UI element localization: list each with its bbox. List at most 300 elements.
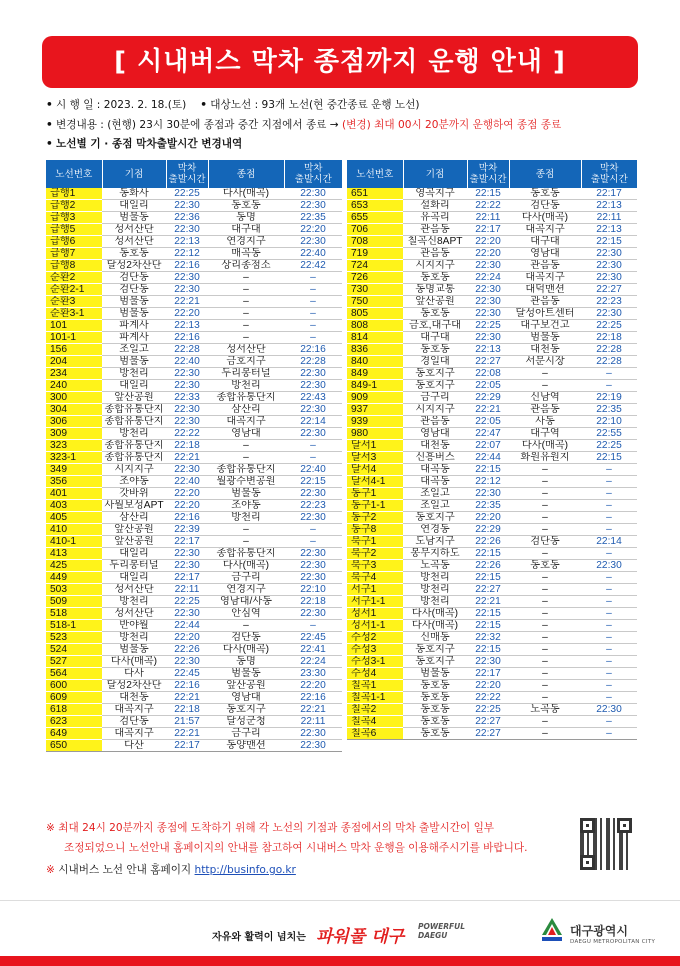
origin-last-time: 22:12 [467,476,509,488]
table-row [347,224,637,236]
table-row [347,344,637,356]
terminus-last-time: 22:25 [581,320,637,332]
route-number: 425 [46,560,102,572]
terminus: 화원유원지 [509,452,581,464]
origin-last-time: 22:12 [166,248,208,260]
route-number: 309 [46,428,102,440]
terminus-last-time: – [284,620,342,632]
bullet: • [46,99,53,111]
origin: 삼산리 [102,512,166,524]
terminus: – [509,680,581,692]
origin: 시지지구 [102,464,166,476]
brand-en-line-2: DAEGU [418,931,448,940]
table-row [347,440,637,452]
route-number: 808 [347,320,403,332]
table-row [46,320,342,332]
terminus: 종합유통단지 [208,548,284,560]
col-origin: 기점 [102,160,166,188]
route-number: 칠곡2 [347,704,403,716]
origin-last-time: 22:20 [166,500,208,512]
origin: 동호지구 [403,644,467,656]
origin: 파계사 [102,320,166,332]
col-origin-last-time: 막차 출발시간 [467,160,509,188]
route-number: 칠곡1 [347,680,403,692]
terminus-last-time: – [581,644,637,656]
origin: 설화리 [403,200,467,212]
terminus-last-time: 22:13 [581,224,637,236]
origin-last-time: 22:26 [467,536,509,548]
origin: 성서산단 [102,236,166,248]
terminus: 삼산리 [208,404,284,416]
qr-code-icon[interactable] [580,818,632,870]
origin: 봉무지하도 [403,548,467,560]
terminus: 다사(매곡) [509,212,581,224]
change-new: (변경) 최대 00시 20분까지 운행하여 종점 종료 [342,119,562,131]
table-row [347,428,637,440]
origin: 대곡동 [403,464,467,476]
terminus-last-time: 22:30 [284,404,342,416]
route-number: 600 [46,680,102,692]
terminus: 관음동 [509,260,581,272]
table-row [46,548,342,560]
origin-last-time: 22:17 [467,668,509,680]
table-row [347,512,637,524]
brand-logo: 파워풀 대구 [316,927,405,947]
terminus: 달성아트센터 [509,308,581,320]
terminus-last-time: 22:17 [581,188,637,200]
terminus: – [208,272,284,284]
terminus-last-time: 22:27 [581,284,637,296]
origin: 동호동 [403,344,467,356]
origin-last-time: 22:44 [467,452,509,464]
route-number: 623 [46,716,102,728]
origin: 관음동 [403,416,467,428]
origin-last-time: 22:26 [467,560,509,572]
route-number: 달서4-1 [347,476,403,488]
terminus: – [208,296,284,308]
table-row [46,488,342,500]
table-row [347,728,637,740]
route-number: 518 [46,608,102,620]
terminus-last-time: – [581,680,637,692]
terminus: 동명 [208,212,284,224]
origin-last-time: 22:35 [467,500,509,512]
bullet: • [200,99,208,111]
terminus-last-time: – [581,368,637,380]
slogan: 자유와 활력이 넘치는 [212,932,306,943]
terminus-last-time: – [581,464,637,476]
info-line-date [46,98,420,112]
terminus-last-time: 22:35 [284,212,342,224]
terminus: – [509,368,581,380]
terminus-last-time: – [284,284,342,296]
table-row [46,368,342,380]
origin: 신매동 [403,632,467,644]
route-number: 성서1-1 [347,620,403,632]
terminus-last-time: 22:20 [284,224,342,236]
terminus: 범물동 [208,668,284,680]
table-row [46,332,342,344]
route-number: 칠곡1-1 [347,692,403,704]
origin-last-time: 22:13 [166,236,208,248]
terminus: 매곡동 [208,248,284,260]
terminus: – [509,656,581,668]
origin: 대천동 [403,440,467,452]
terminus: – [509,584,581,596]
terminus: 다사(매곡) [208,560,284,572]
origin: 조일고 [403,500,467,512]
terminus-last-time: – [581,620,637,632]
terminus-last-time: 22:10 [284,584,342,596]
terminus: 다사(매곡) [208,644,284,656]
table-row [347,236,637,248]
brand-en-line-1: POWERFUL [418,922,466,931]
origin-last-time: 22:15 [467,644,509,656]
origin: 방천리 [102,596,166,608]
origin-last-time: 22:30 [166,656,208,668]
table-row [347,500,637,512]
table-row [347,488,637,500]
terminus-last-time: 22:19 [581,392,637,404]
origin-last-time: 22:20 [467,512,509,524]
route-number: 724 [347,260,403,272]
col-terminus: 종점 [208,160,284,188]
terminus-last-time: 22:28 [581,344,637,356]
homepage-link[interactable]: http://businfo.go.kr [194,864,296,876]
route-number: 급행6 [46,236,102,248]
terminus: – [509,380,581,392]
col-route: 노선번호 [347,160,403,188]
table-row [46,704,342,716]
origin: 성서산단 [102,608,166,620]
table-row [347,404,637,416]
origin: 앞산공원 [403,296,467,308]
origin: 파계사 [102,332,166,344]
origin: 방천리 [102,368,166,380]
origin-last-time: 22:30 [166,416,208,428]
route-number: 937 [347,404,403,416]
table-row [347,632,637,644]
origin: 대곡지구 [102,704,166,716]
table-row [46,692,342,704]
terminus-last-time: 22:30 [284,560,342,572]
terminus: – [509,632,581,644]
table-row [347,188,637,200]
origin: 동호동 [403,728,467,740]
terminus: – [208,308,284,320]
notice-1-line-1: 최대 24시 20분까지 종점에 도착하기 위해 각 노선의 기점과 종점에서의 막차 출발시간이 일부 [58,822,495,834]
terminus-last-time: 22:18 [284,596,342,608]
homepage-label: 시내버스 노선 안내 홈페이지 [58,864,192,876]
origin: 관음동 [403,224,467,236]
origin-last-time: 22:30 [166,548,208,560]
origin-last-time: 22:30 [166,560,208,572]
table-row [46,404,342,416]
origin: 조일고 [102,344,166,356]
route-number: 730 [347,284,403,296]
origin: 동호동 [403,704,467,716]
terminus-last-time: 22:11 [284,716,342,728]
terminus-last-time: – [581,572,637,584]
terminus-last-time: 22:15 [581,236,637,248]
notice-1 [46,820,494,836]
terminus: 대곡지구 [509,272,581,284]
origin: 검단동 [102,716,166,728]
table-row [46,248,342,260]
route-number: 북구1 [347,536,403,548]
terminus-last-time: 22:42 [284,260,342,272]
table-row [46,560,342,572]
terminus: 방천리 [208,512,284,524]
terminus: 영남대 [509,248,581,260]
origin: 동호동 [403,716,467,728]
origin-last-time: 22:25 [467,320,509,332]
table-row [46,536,342,548]
terminus: 금호지구 [208,356,284,368]
origin-last-time: 22:17 [166,572,208,584]
origin: 앞산공원 [102,524,166,536]
terminus-last-time: 22:21 [284,704,342,716]
origin-last-time: 22:16 [166,680,208,692]
table-row [46,740,342,752]
col-origin: 기점 [403,160,467,188]
origin-last-time: 22:11 [166,584,208,596]
origin: 동호동 [403,692,467,704]
origin: 검단동 [102,272,166,284]
route-number: 814 [347,332,403,344]
table-row [347,308,637,320]
terminus-last-time: 22:30 [284,608,342,620]
origin-last-time: 22:40 [166,476,208,488]
origin-last-time: 22:20 [467,680,509,692]
route-number: 서구1-1 [347,596,403,608]
terminus-last-time: 22:43 [284,392,342,404]
terminus-last-time: – [284,296,342,308]
table-row [347,668,637,680]
terminus-last-time: 22:30 [581,308,637,320]
terminus-last-time: – [284,452,342,464]
route-number: 칠곡6 [347,728,403,740]
route-number: 204 [46,356,102,368]
origin-last-time: 22:30 [467,332,509,344]
terminus: 방천리 [208,380,284,392]
table-row [46,428,342,440]
origin: 영남대 [403,428,467,440]
brand-logo-en [418,922,465,940]
route-number: 급행1 [46,188,102,200]
table-row [46,572,342,584]
terminus: – [509,464,581,476]
origin-last-time: 22:05 [467,416,509,428]
route-number: 849-1 [347,380,403,392]
table-row [46,716,342,728]
route-number: 북구4 [347,572,403,584]
terminus-last-time: 22:23 [581,296,637,308]
table-row [46,464,342,476]
table-row [347,464,637,476]
table-row [46,188,342,200]
table-row [347,572,637,584]
route-number: 524 [46,644,102,656]
table-row [46,680,342,692]
terminus-last-time: 22:40 [284,464,342,476]
route-number: 323 [46,440,102,452]
terminus-last-time: 22:15 [581,452,637,464]
table-row [46,668,342,680]
origin: 동호지구 [403,656,467,668]
origin: 종합유통단지 [102,440,166,452]
route-number: 순환2-1 [46,284,102,296]
terminus-last-time: 22:15 [284,476,342,488]
table-row [46,212,342,224]
table-row [46,224,342,236]
origin-last-time: 22:47 [467,428,509,440]
origin-last-time: 22:08 [467,368,509,380]
col-terminus: 종점 [509,160,581,188]
terminus: 연경지구 [208,584,284,596]
route-number: 413 [46,548,102,560]
terminus: – [509,716,581,728]
origin-last-time: 22:30 [166,404,208,416]
terminus-last-time: 22:16 [284,692,342,704]
origin-last-time: 22:30 [166,200,208,212]
table-row [46,584,342,596]
terminus-last-time: 22:30 [284,380,342,392]
terminus: – [208,620,284,632]
terminus-last-time: – [581,548,637,560]
route-number: 527 [46,656,102,668]
origin-last-time: 22:30 [467,488,509,500]
origin: 방천리 [102,632,166,644]
terminus-last-time: – [581,512,637,524]
origin: 성서산단 [102,584,166,596]
origin-last-time: 22:30 [467,656,509,668]
terminus-last-time: 22:30 [581,704,637,716]
origin-last-time: 22:20 [166,488,208,500]
origin-last-time: 22:30 [467,308,509,320]
terminus: 상리종점소 [208,260,284,272]
origin-last-time: 22:44 [166,620,208,632]
origin-last-time: 22:27 [467,584,509,596]
origin-last-time: 22:33 [166,392,208,404]
table-row [347,248,637,260]
terminus-last-time: – [284,320,342,332]
origin-last-time: 22:30 [467,260,509,272]
terminus: – [208,536,284,548]
terminus: 안심역 [208,608,284,620]
origin: 동호지구 [403,368,467,380]
route-number: 609 [46,692,102,704]
origin-last-time: 22:25 [467,704,509,716]
terminus: 앞산공원 [208,680,284,692]
table-row [347,548,637,560]
origin: 종합유통단지 [102,404,166,416]
origin: 유곡리 [403,212,467,224]
table-row [46,296,342,308]
route-number: 401 [46,488,102,500]
schedule-table-right [347,160,637,740]
terminus-last-time: – [581,488,637,500]
origin: 범물동 [102,356,166,368]
terminus-last-time: 22:30 [284,740,342,752]
origin: 종합유통단지 [102,416,166,428]
origin-last-time: 22:21 [467,596,509,608]
terminus-last-time: 22:30 [284,572,342,584]
origin-last-time: 22:15 [467,608,509,620]
route-number: 509 [46,596,102,608]
origin: 신흥버스 [403,452,467,464]
origin: 동호동 [102,248,166,260]
route-number: 939 [347,416,403,428]
origin-last-time: 22:25 [166,596,208,608]
schedule-table-left [46,160,342,752]
route-number: 564 [46,668,102,680]
route-number: 909 [347,392,403,404]
origin: 금호,대구대 [403,320,467,332]
table-row [46,596,342,608]
terminus: 조야동 [208,500,284,512]
terminus-last-time: 22:55 [581,428,637,440]
terminus-last-time: 22:23 [284,500,342,512]
origin: 동화사 [102,188,166,200]
table-heading: 노선별 기 · 종점 막차출발시간 변경내역 [56,138,243,150]
terminus: 관음동 [509,404,581,416]
origin: 사월보성APT [102,500,166,512]
table-header-row [46,160,342,188]
table-row [347,476,637,488]
city-name-en: DAEGU METROPOLITAN CITY [570,939,656,945]
origin-last-time: 22:27 [467,728,509,740]
origin-last-time: 22:30 [467,284,509,296]
terminus-last-time: 22:20 [284,680,342,692]
origin: 대일리 [102,380,166,392]
origin: 금구리 [403,392,467,404]
origin: 시지지구 [403,404,467,416]
route-number: 수성3 [347,644,403,656]
terminus: 동호동 [509,560,581,572]
origin: 대곡동 [403,476,467,488]
terminus-last-time: – [581,584,637,596]
terminus-last-time: 22:40 [284,248,342,260]
table-row [46,656,342,668]
origin-last-time: 22:30 [166,608,208,620]
origin: 대천동 [102,692,166,704]
table-row [46,236,342,248]
origin: 범물동 [102,296,166,308]
origin: 다사 [102,668,166,680]
daegu-city-logo-icon [540,917,564,943]
route-number: 북구2 [347,548,403,560]
table-row [347,560,637,572]
origin-last-time: 22:22 [166,428,208,440]
terminus-last-time: 22:11 [581,212,637,224]
terminus-last-time: – [284,440,342,452]
origin-last-time: 22:21 [166,728,208,740]
terminus-last-time: 22:25 [581,440,637,452]
origin-last-time: 22:16 [166,332,208,344]
terminus-last-time: 22:14 [284,416,342,428]
route-number: 동구1 [347,488,403,500]
terminus-last-time: – [581,716,637,728]
origin-last-time: 22:17 [467,224,509,236]
terminus-last-time: – [284,332,342,344]
terminus: – [509,668,581,680]
origin: 앞산공원 [102,536,166,548]
table-row [46,200,342,212]
origin: 도남지구 [403,536,467,548]
terminus-last-time: 22:30 [284,488,342,500]
terminus: 성서산단 [208,344,284,356]
